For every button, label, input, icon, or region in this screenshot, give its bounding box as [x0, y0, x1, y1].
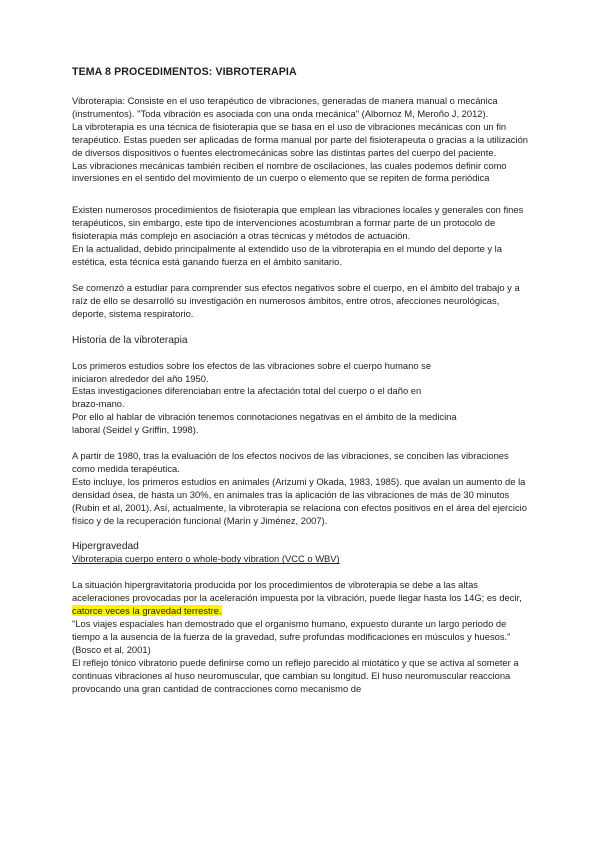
spacer [72, 321, 532, 334]
section-subheading-wbv: Vibroterapia cuerpo entero o whole-body vibration (VCC o WBV) [72, 553, 340, 565]
document-page [72, 66, 532, 696]
spacer [72, 269, 532, 282]
intro-paragraph-2: La vibroterapia es una técnica de fisioterapia que se basa en el uso de vibraciones mecánicas con un fin terapéutico. Estas pueden ser aplicadas de forma manual por parte del fisioterapeuta o gracias a la utilización de diversos dispositivos o fuentes electromecánicas sobre las distintas partes del cuerpo del paciente. [72, 120, 528, 158]
intro-paragraph-6: Se comenzó a estudiar para comprender sus efectos negativos sobre el cuerpo, en el ámbito del trabajo y a raíz de ello se desarrolló su investigación en numerosos ámbitos, entre otros, afecciones neurológicas, deporte, sistema respiratorio. [72, 281, 520, 319]
historia-line: Por ello al hablar de vibración tenemos connotaciones negativas en el ámbito de la medicina [72, 411, 457, 423]
intro-paragraph-3: Las vibraciones mecánicas también reciben el nombre de oscilaciones, las cuales podemos definir como inversiones en el sentido del movimiento de un cuerpo o elemento que se repiten de forma periódica [72, 159, 507, 184]
historia-line: iniciaron alrededor del año 1950. [72, 372, 209, 384]
intro-paragraph-1: Vibroterapia: Consiste en el uso terapéutico de vibraciones, generadas de manera manual o mecánica (instrumentos). "Toda vibración es asociada con una onda mecánica" (Albornoz M, Meroño J, 2012). [72, 95, 498, 119]
spacer [72, 566, 532, 579]
highlighted-text: catorce veces la gravedad terrestre. [72, 605, 222, 617]
historia-line: Estas investigaciones diferenciaban entre la afectación total del cuerpo o el daño en [72, 385, 422, 397]
intro-paragraph-4: Existen numerosos procedimientos de fisioterapia que emplean las vibraciones locales y generales con fines terapéuticos, sin embargo, este tipo de intervenciones acostumbran a formar parte de un protocolo de fisioterapia más complejo en asociación a otras técnicas y métodos de actuación. [72, 204, 524, 242]
historia-paragraph-7: A partir de 1980, tras la evaluación de los efectos nocivos de las vibraciones, se conciben las vibraciones como medida terapéutica. [72, 450, 509, 474]
section-heading-historia: Historia de la vibroterapia [72, 334, 188, 346]
spacer [72, 527, 532, 540]
page-title: TEMA 8 PROCEDIMENTOS: VIBROTERAPIA [72, 66, 297, 78]
spacer [72, 347, 532, 360]
paragraph-text: La situación hipergravitatoria producida por los procedimientos de vibroterapia se debe a las altas aceleraciones provocadas por la aceleración impuesta por la vibración, puede llegar hasta los 14G; es decir, [72, 579, 522, 604]
intro-paragraph-5: En la actualidad, debido principalmente al extendido uso de la vibroterapia en el mundo del deporte y la estética, esta técnica está ganando fuerza en el ámbito sanitario. [72, 243, 502, 267]
historia-line: laboral (Seidel y Griffin, 1998). [72, 424, 199, 436]
section-heading-hipergravedad: Hipergravedad [72, 541, 139, 553]
hipergravedad-paragraph-9 [72, 579, 532, 618]
historia-paragraph-8: Esto incluye, los primeros estudios en animales (Arizumi y Okada, 1983, 1985). que avalan un aumento de la densidad ósea, de hasta un 30%, en animales tras la aplicación de las vibraciones de más de 30 minutos (Rubin et al, 2001). Así, actualmente, la vibroterapia se relaciona con efectos positivos en el área del ejercicio físico y de la recuperación funcional (Marín y Jiménez, 2007). [72, 475, 527, 526]
spacer [72, 437, 532, 450]
hipergravedad-quote: "Los viajes espaciales han demostrado que el organismo humano, expuesto durante un largo periodo de tiempo a la ausencia de la fuerza de la gravedad, sufre profundas modificaciones en músculos y huesos." (Bosco et al, 2001) [72, 618, 511, 655]
spacer [72, 185, 532, 198]
historia-line: brazo-mano. [72, 398, 125, 410]
hipergravedad-paragraph-11: El reflejo tónico vibratorio puede definirse como un reflejo parecido al miotático y que se activa al someter a continuas vibraciones al huso neuromuscular, que cambian su longitud. El huso neuromuscular reacciona provocando una gran cantidad de contracciones como mecanismo de [72, 656, 519, 694]
historia-line: Los primeros estudios sobre los efectos de las vibraciones sobre el cuerpo humano se [72, 359, 432, 371]
